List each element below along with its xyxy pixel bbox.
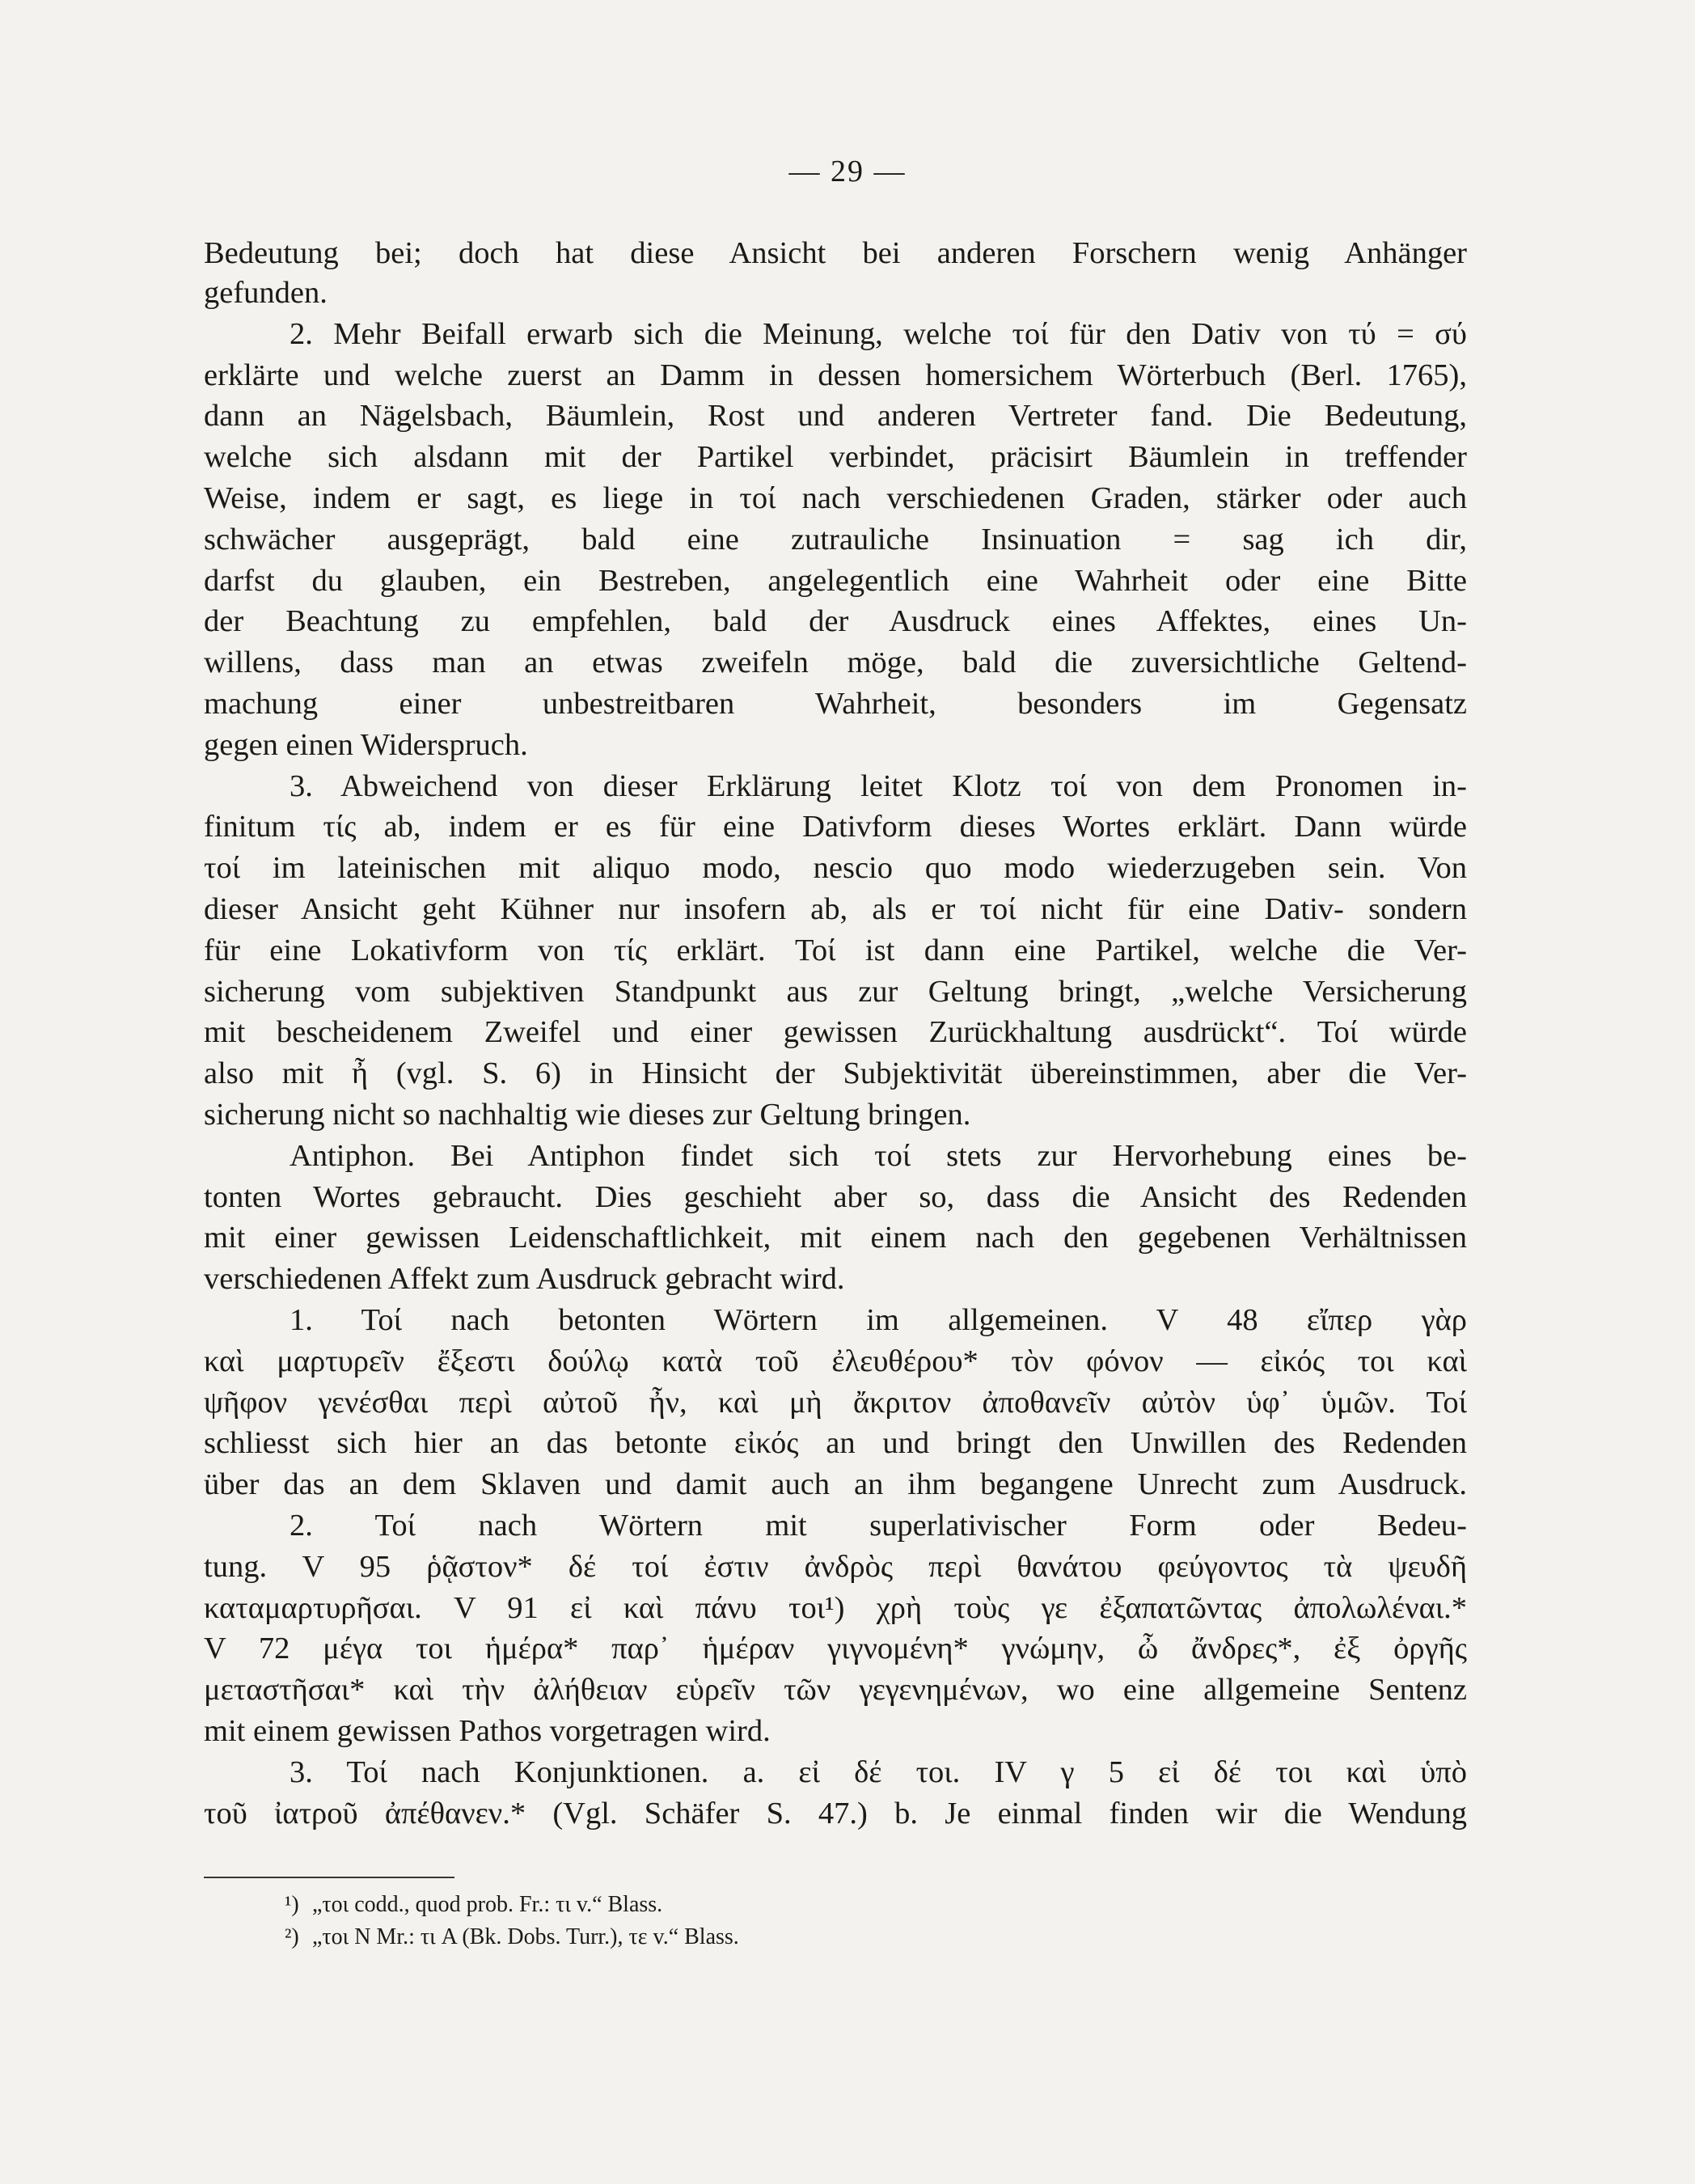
text-line: mit einem gewissen Pathos vorgetragen wird. [204,1714,771,1748]
text-line: tung. V 95 ῥᾷστον* δέ τοί ἐστιν ἀνδρὸς περὶ θανάτου φεύγοντος τὰ ψευδῆ [204,1550,1467,1584]
footnote-divider [204,1877,454,1878]
text-line: τοί im lateinischen mit aliquo modo, nescio quo modo wiederzugeben sein. Von [204,851,1467,885]
text-line: Bedeutung bei; doch hat diese Ansicht bei anderen Forschern wenig Anhänger [204,236,1467,270]
text-line: machung einer unbestreitbaren Wahrheit, besonders im Gegensatz [204,687,1467,721]
text-line: 1. Τοί nach betonten Wörtern im allgemeinen. V 48 εἴπερ γὰρ [290,1303,1467,1337]
text-line: mit bescheidenem Zweifel und einer gewissen Zurückhaltung ausdrückt“. Τοί würde [204,1015,1467,1049]
text-line: gefunden. [204,276,328,310]
text-line: mit einer gewissen Leidenschaftlichkeit, mit einem nach den gegebenen Verhältnissen [204,1221,1467,1255]
footnote-2 [285,1922,1255,1953]
text-line: willens, dass man an etwas zweifeln möge, bald die zuversichtliche Geltend- [204,645,1467,679]
text-line: Weise, indem er sagt, es liege in τοί nach verschiedenen Graden, stärker oder auch [204,481,1467,515]
text-line: darfst du glauben, ein Bestreben, angelegentlich eine Wahrheit oder eine Bitte [204,564,1467,598]
text-line: sicherung nicht so nachhaltig wie dieses zur Geltung bringen. [204,1098,971,1132]
text-line: verschiedenen Affekt zum Ausdruck gebracht wird. [204,1262,845,1296]
text-line: der Beachtung zu empfehlen, bald der Ausdruck eines Affektes, eines Un- [204,604,1467,638]
text-line: 2. Mehr Beifall erwarb sich die Meinung, welche τοί für den Dativ von τύ = σύ [290,317,1467,351]
text-line: 3. Abweichend von dieser Erklärung leitet Klotz τοί von dem Pronomen in- [290,769,1467,803]
text-line: tonten Wortes gebraucht. Dies geschieht aber so, dass die Ansicht des Redenden [204,1180,1467,1214]
text-line: dann an Nägelsbach, Bäumlein, Rost und anderen Vertreter fand. Die Bedeutung, [204,399,1467,433]
footnote-mark: ²) [285,1924,299,1949]
text-line: über das an dem Sklaven und damit auch an ihm begangene Unrecht zum Ausdruck. [204,1467,1467,1501]
text-line: 2. Τοί nach Wörtern mit superlativischer Form oder Bedeu- [290,1509,1467,1543]
footnote-text: „τοι N Mr.: τι A (Bk. Dobs. Turr.), τε v.“ Blass. [312,1924,739,1949]
footnote-mark: ¹) [285,1892,299,1917]
text-line: ψῆφον γενέσθαι περὶ αὐτοῦ ἦν, καὶ μὴ ἄκριτον ἀποθανεῖν αὐτὸν ὑφ᾽ ὑμῶν. Τοί [204,1386,1467,1420]
text-line: gegen einen Widerspruch. [204,728,528,762]
footnote-text: „τοι codd., quod prob. Fr.: τι v.“ Blass. [312,1892,663,1917]
text-line: 3. Τοί nach Konjunktionen. a. εἰ δέ τοι. IV γ 5 εἰ δέ τοι καὶ ὑπὸ [290,1755,1467,1789]
footnote-1 [285,1890,1255,1920]
text-line: schwächer ausgeprägt, bald eine zutrauliche Insinuation = sag ich dir, [204,523,1467,557]
text-line: finitum τίς ab, indem er es für eine Dativform dieses Wortes erklärt. Dann würde [204,810,1467,844]
text-line: welche sich alsdann mit der Partikel verbindet, präcisirt Bäumlein in treffender [204,440,1467,474]
text-line: μεταστῆσαι* καὶ τὴν ἀλήθειαν εὑρεῖν τῶν γεγενημένων, wo eine allgemeine Sentenz [204,1673,1467,1707]
text-line: also mit ἦ (vgl. S. 6) in Hinsicht der Subjektivität übereinstimmen, aber die Ver- [204,1056,1467,1090]
text-line: καταμαρτυρῆσαι. V 91 εἰ καὶ πάνυ τοι¹) χρὴ τοὺς γε ἐξαπατῶντας ἀπολωλέναι.* [204,1591,1467,1625]
text-line: für eine Lokativform von τίς erklärt. Τοί ist dann eine Partikel, welche die Ver- [204,933,1467,967]
text-line: schliesst sich hier an das betonte εἰκός an und bringt den Unwillen des Redenden [204,1426,1467,1460]
text-line: Antiphon. Bei Antiphon findet sich τοί stets zur Hervorhebung eines be- [290,1139,1467,1173]
text-line: erklärte und welche zuerst an Damm in dessen homersichem Wörterbuch (Berl. 1765), [204,358,1467,392]
text-line: καὶ μαρτυρεῖν ἔξεστι δούλῳ κατὰ τοῦ ἐλευθέρου* τὸν φόνον — εἰκός τοι καὶ [204,1344,1467,1378]
page-number: — 29 — [788,154,907,188]
text-line: dieser Ansicht geht Kühner nur insofern ab, als er τοί nicht für eine Dativ- sondern [204,892,1467,926]
text-line: τοῦ ἰατροῦ ἀπέθανεν.* (Vgl. Schäfer S. 47.) b. Je einmal finden wir die Wendung [204,1797,1467,1831]
text-line: V 72 μέγα τοι ἡμέρα* παρ᾽ ἡμέραν γιγνομένη* γνώμην, ὦ ἄνδρες*, ἐξ ὀργῆς [204,1632,1467,1666]
text-line: sicherung vom subjektiven Standpunkt aus zur Geltung bringt, „welche Versicherung [204,975,1467,1009]
